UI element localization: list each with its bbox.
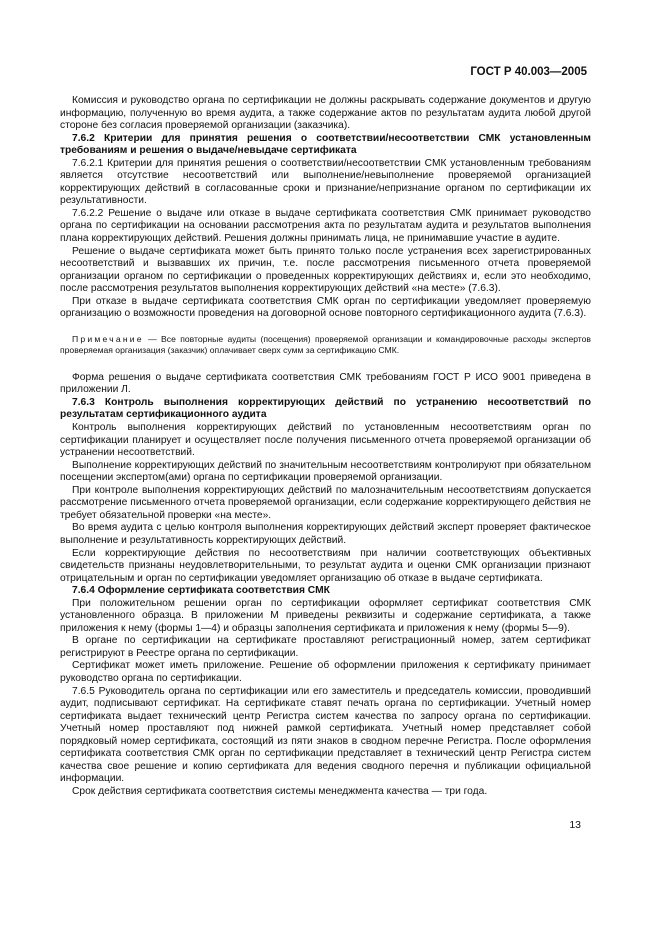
note-label: Примечание [72,333,144,344]
paragraph: Форма решения о выдаче сертификата соответствия СМК требованиям ГОСТ Р ИСО 9001 приведена в приложении Л. [60,371,591,396]
paragraph: При контроле выполнения корректирующих действий по малозначительным несоответствиям допускается рассмотрение письменного отчета проверяемой организации, если содержание корректирующего действия не требует обязательной проверки «на месте». [60,484,591,521]
section-heading-7-6-4: 7.6.4 Оформление сертификата соответствия СМК [72,585,330,597]
paragraph: Срок действия сертификата соответствия системы менеджмента качества — три года. [72,785,488,797]
paragraph: Выполнение корректирующих действий по значительным несоответствиям контролируют при обязательном посещении экспертом(ами) органа по сертификации проверяемой организации. [60,459,591,484]
note-text: — Все повторные аудиты (посещения) проверяемой организации и командировочные расходы экспертов проверяемая организация (заказчик) оплачивает сверх сумм за сертификацию СМК. [60,333,591,356]
paragraph: Во время аудита с целью контроля выполнения корректирующих действий эксперт проверяет фактическое выполнение и результативность корректирующих действий. [60,522,591,546]
document-body [60,95,591,798]
paragraph: 7.6.2.2 Решение о выдаче или отказе в выдаче сертификата соответствия СМК принимает руководство органа по сертификации на основании рассмотрения акта по результатам аудита и результатов выполнения плана корректирующих действий. Решения должны принимать лица, не принимавшие участие в аудите. [60,207,591,245]
paragraph: Контроль выполнения корректирующих действий по установленным несоответствиям орган по сертификации планирует и осуществляет после получения письменного отчета проверяемой организации об устранении несоответствий. [60,422,591,459]
paragraph: 7.6.5 Руководитель органа по сертификации или его заместитель и председатель комиссии, проводивший аудит, подписывают сертификат. На сертификате ставят печать органа по сертификации. Учетный номер сертификата выдает технический центр Регистра систем качества по запросу органа по сертификации. Учетный номер проставляют под нижней рамкой сертификата. Учетный номер представляет собой порядковый номер сертификата, состоящий из пяти знаков в сводном перечне Регистра. После оформления сертификата соответствия СМК орган по сертификации представляет в технический центр Регистра систем качества свое решение и копию сертификата для ведения сводного перечня и публикации официальной информации. [60,685,591,785]
paragraph: Сертификат может иметь приложение. Решение об оформлении приложения к сертификату принимает руководство органа по сертификации. [60,660,591,684]
section-heading-7-6-2: 7.6.2 Критерии для принятия решения о соответствии/несоответствии СМК установленным требованиям и решения о выдаче/невыдаче сертификата [60,132,591,157]
paragraph: Если корректирующие действия по несоответствиям при наличии соответствующих объективных свидетельств признаны неудовлетворительными, то результат аудита и оценки СМК организации признают отрицательным и орган по сертификации уведомляет организацию об отказе в выдаче сертификата. [60,547,591,584]
paragraph: При отказе в выдаче сертификата соответствия СМК орган по сертификации уведомляет проверяемую организацию о возможности проведения на договорной основе повторного сертификационного аудита (7.6.3). [60,295,591,320]
paragraph: При положительном решении орган по сертификации оформляет сертификат соответствия СМК установленного образца. В приложении М приведены реквизиты и содержание сертификата, а также приложения к нему (формы 1—4) и образцы заполнения сертификата и приложения к нему (формы 5—9). [60,597,591,634]
paragraph: 7.6.2.1 Критерии для принятия решения о соответствии/несоответствии СМК установленным требованиям является отсутствие несоответствий или выполнение/невыполнение проверяемой организацией корректирующих действий в согласованные сроки и признание/непризнание органом по сертификации их результативности. [60,157,591,207]
section-heading-7-6-3: 7.6.3 Контроль выполнения корректирующих действий по устранению несоответствий по результатам сертификационного аудита [60,396,591,421]
paragraph: Комиссия и руководство органа по сертификации не должны раскрывать содержание документов и другую информацию, полученную во время аудита, а также содержание актов по результатам аудита любой другой стороне без согласия проверяемой организации (заказчика). [60,95,591,132]
page-number: 13 [569,819,581,831]
document-header: ГОСТ Р 40.003—2005 [470,66,587,78]
paragraph: Решение о выдаче сертификата может быть принято только после устранения всех зарегистрированных несоответствий и вызвавших их причин, т.е. после рассмотрения письменного отчета проверяемой организации органом по сертификации о проведенных корректирующих действиях и, если это необходимо, после рассмотрения результатов выполнения корректирующих действий «на месте» (7.6.3). [60,245,591,295]
note [60,334,591,357]
paragraph: В органе по сертификации на сертификате проставляют регистрационный номер, затем сертификат регистрируют в Реестре органа по сертификации. [60,635,591,659]
